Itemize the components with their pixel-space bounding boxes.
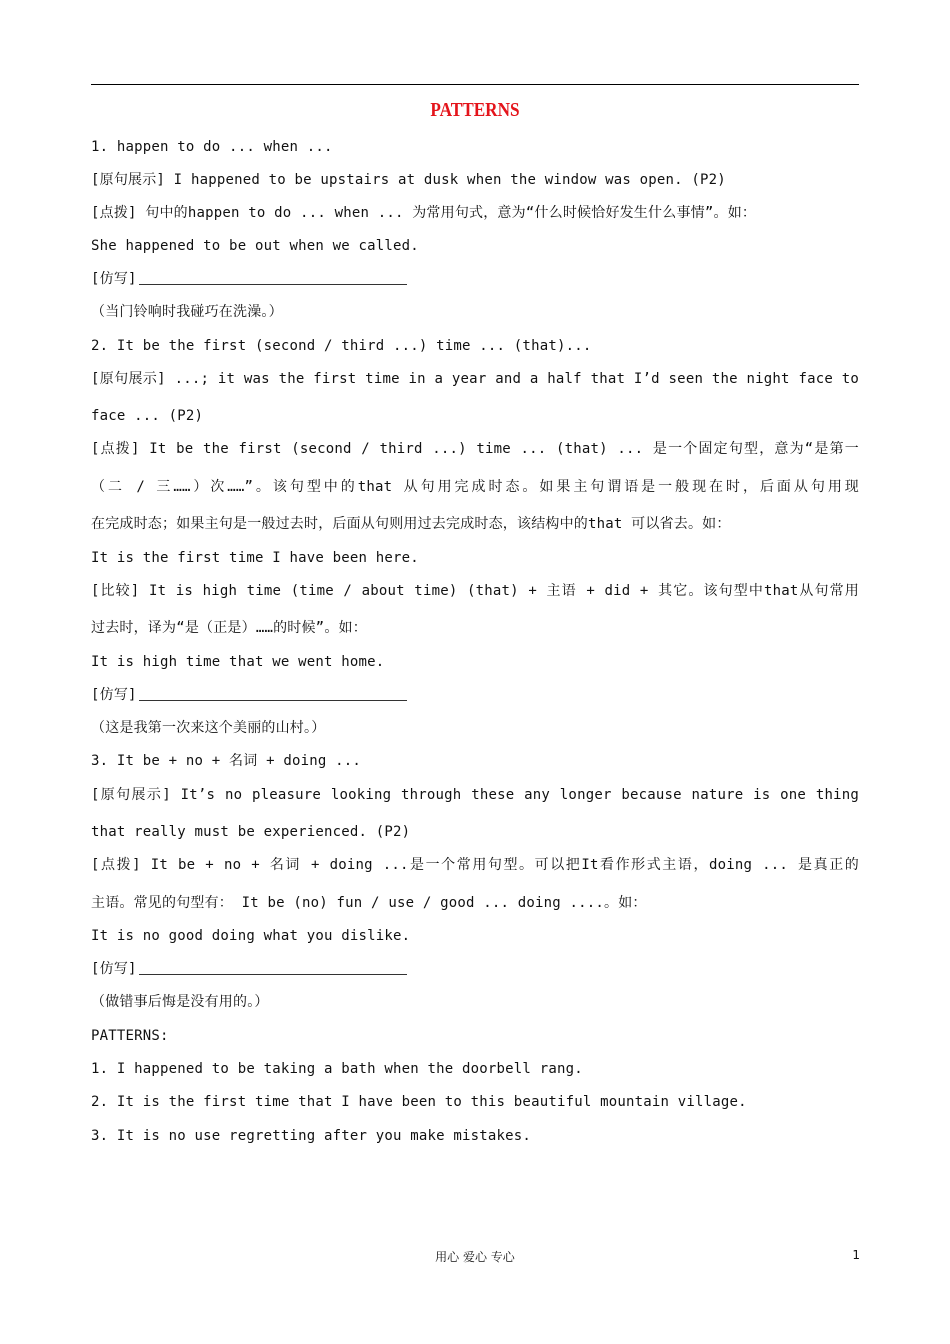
imitation-prompt	[91, 685, 407, 705]
text-line-content: [仿写]	[91, 271, 137, 287]
text-line-content: [点拨] 句中的happen to do ... when ... 为常用句式，意为“什么时候恰好发生什么事情”。如：	[91, 205, 757, 221]
answer-blank	[139, 269, 407, 285]
page-title: PATTERNS	[430, 99, 520, 121]
imitation-prompt	[91, 959, 407, 979]
text-line	[91, 514, 731, 534]
text-line-content: 在完成时态；如果主句是一般过去时，后面从句则用过去完成时态，该结构中的that 可以省去。如：	[91, 516, 731, 532]
text-line-content: 3. It is no use regretting after you make mistakes.	[91, 1128, 532, 1144]
text-line-content: [点拨] It be the first (second / third ...) time ... (that) ... 是一个固定句型，意为“是第一	[91, 441, 859, 457]
text-line-content: （二 / 三……）次……”。该句型中的that 从句用完成时态。如果主句谓语是一般现在时，后面从句用现	[91, 479, 859, 495]
imitation-prompt	[91, 269, 407, 289]
text-line-content: 1. I happened to be taking a bath when the doorbell rang.	[91, 1061, 583, 1077]
text-line	[91, 302, 283, 322]
text-line-content: [原句展示] It’s no pleasure looking through these any longer because nature is one thing	[91, 787, 859, 803]
text-line-content: 2. It is the first time that I have been to this beautiful mountain village.	[91, 1094, 747, 1110]
text-line-content: 3. It be + no + 名词 + doing ...	[91, 753, 362, 769]
text-line-content: [原句展示] I happened to be upstairs at dusk when the window was open. (P2)	[91, 172, 726, 188]
text-line	[91, 1026, 169, 1046]
text-line	[91, 406, 203, 426]
text-line-content: It is the first time I have been here.	[91, 550, 419, 566]
text-line	[91, 926, 410, 946]
text-line-content: 1. happen to do ... when ...	[91, 139, 333, 155]
text-line-content: 2. It be the first (second / third ...) time ... (that)...	[91, 338, 592, 354]
text-line	[91, 336, 591, 356]
text-line-content: 过去时，译为“是（正是）……的时候”。如：	[91, 620, 367, 636]
text-line	[91, 581, 859, 601]
text-line-content: [点拨] It be + no + 名词 + doing ...是一个常用句型。可以把It看作形式主语，doing ... 是真正的	[91, 857, 859, 873]
text-line	[91, 718, 325, 738]
text-line	[91, 785, 859, 805]
text-line-content: [比较] It is high time (time / about time) (that) + 主语 + did + 其它。该句型中that从句常用	[91, 583, 859, 599]
text-line-content: It is no good doing what you dislike.	[91, 928, 411, 944]
text-line	[91, 439, 859, 459]
text-line-content: 主语。常见的句型有： It be (no) fun / use / good ... doing ....。如：	[91, 895, 647, 911]
text-line	[91, 855, 859, 875]
text-line	[91, 203, 756, 223]
text-line	[91, 652, 384, 672]
text-line	[91, 618, 367, 638]
text-line-content: [仿写]	[91, 687, 137, 703]
text-line	[91, 822, 410, 842]
text-line-content: [原句展示] ...; it was the first time in a year and a half that I’d seen the night face to	[91, 371, 859, 387]
footer-motto: 用心 爱心 专心	[435, 1250, 515, 1264]
text-line	[91, 369, 859, 389]
text-line-content: （做错事后悔是没有用的。）	[91, 994, 269, 1010]
text-line-content: that really must be experienced. (P2)	[91, 824, 411, 840]
text-line	[91, 893, 647, 913]
text-line	[91, 1126, 531, 1146]
text-line	[91, 751, 361, 771]
text-line	[91, 548, 419, 568]
text-line	[91, 1092, 747, 1112]
text-line	[91, 477, 859, 497]
text-line	[91, 1059, 583, 1079]
answer-blank	[139, 685, 407, 701]
answer-blank	[139, 959, 407, 975]
text-line-content: （当门铃响时我碰巧在洗澡。）	[91, 304, 283, 320]
text-line-content: PATTERNS:	[91, 1028, 169, 1044]
page-number: 1	[852, 1248, 860, 1262]
text-line-content: She happened to be out when we called.	[91, 238, 419, 254]
text-line-content: face ... (P2)	[91, 408, 204, 424]
text-line	[91, 236, 419, 256]
text-line	[91, 137, 333, 157]
text-line-content: It is high time that we went home.	[91, 654, 385, 670]
text-line	[91, 992, 269, 1012]
text-line-content: （这是我第一次来这个美丽的山村。）	[91, 720, 326, 736]
text-line-content: [仿写]	[91, 961, 137, 977]
text-line	[91, 170, 726, 190]
header-rule	[91, 84, 859, 85]
